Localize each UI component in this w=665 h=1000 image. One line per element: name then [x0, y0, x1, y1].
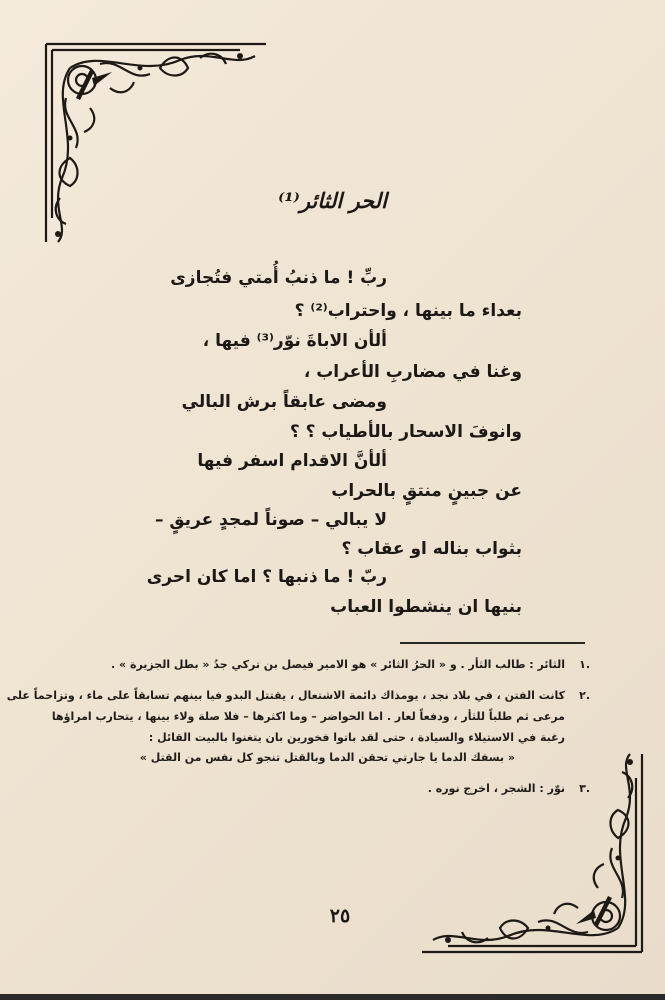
verse-line-8: عن جبينٍ منتقٍ بالحراب — [331, 481, 522, 501]
footnote-3-line-1: نوّر : الشجر ، اخرج نوره . — [427, 782, 565, 795]
footnote-separator — [400, 642, 585, 644]
footnote-2-line-4: « بسفك الدما يا جارتي تحقن الدما وبالقتل تنجو كل نفس من القتل » — [139, 751, 515, 764]
poem-title: الحر الثائر⁽¹⁾ — [278, 188, 387, 213]
verse-line-3: ألأن الاباةَ نوّر⁽³⁾ فيها ، — [202, 331, 387, 351]
verse-line-5: ومضى عابقاً برش البالي — [181, 392, 387, 412]
footnote-number-3: ٣. — [579, 782, 590, 795]
footnote-1-line-1: الثائر : طالب الثأر . و « الحرُ الثائر » هو الامير فيصل بن تركي جدُ « بطل الجزيرة » . — [111, 658, 565, 671]
footnote-2-line-3: رغبة في الاستيلاء والسيادة ، حتى لقد باتوا فخورين بان يتغنوا بالبيت القائل : — [148, 731, 565, 744]
verse-line-4: وغنا في مضاربِ الأعراب ، — [303, 362, 522, 382]
corner-ornament-bottom-right — [418, 748, 648, 958]
verse-line-12: بنيها ان ينشطوا العباب — [330, 597, 522, 617]
background-edge — [0, 994, 665, 1000]
verse-line-10: بثواب بناله او عقاب ؟ — [341, 539, 522, 559]
verse-line-7: ألأنَّ الاقدام اسفر فيها — [197, 451, 387, 471]
footnote-2-line-1: كانت الفتن ، في بلاد نجد ، يومذاك دائمة الاشتعال ، يقتتل البدو فيا بينهم تسابقاً على ماء ، وتزاحماً على — [6, 689, 565, 702]
corner-ornament-top-left — [40, 38, 270, 248]
verse-line-1: ربِّ ! ما ذنبُ أُمتي فتُجازى — [170, 268, 387, 288]
verse-line-9: لا يبالي – صوناً لمجدٍ عريقٍ – — [154, 510, 387, 530]
footnote-number-1: ١. — [579, 658, 590, 671]
footnote-2-line-2: مرعى ثم طلباً للثأر ، ودفعاً لعار . اما الحواضر – وما اكثرها – فلا صلة ولاء بينها ، يتحارب امراؤها — [51, 710, 565, 723]
footnote-number-2: ٢. — [579, 689, 590, 702]
verse-line-2: بعداء ما بينها ، واحتراب⁽²⁾ ؟ — [294, 301, 522, 321]
verse-line-11: ربّ ! ما ذنبها ؟ اما كان احرى — [146, 567, 387, 587]
page-number: ٢٥ — [329, 905, 351, 927]
verse-line-6: وانوفَ الاسحار بالأطياب ؟ ؟ — [289, 422, 522, 442]
